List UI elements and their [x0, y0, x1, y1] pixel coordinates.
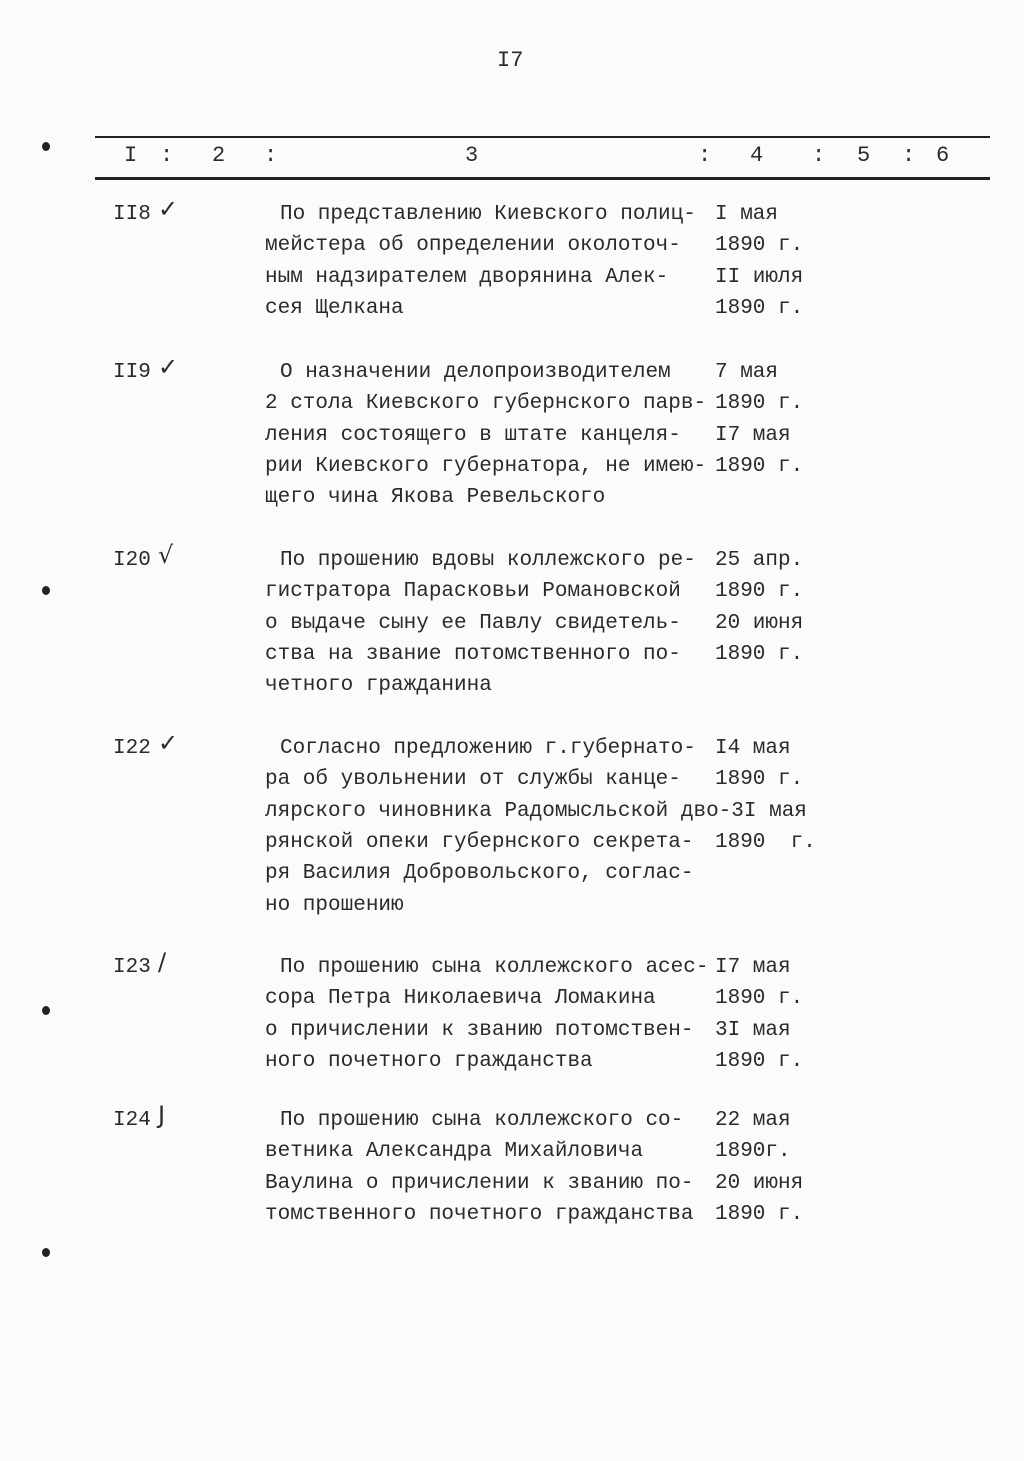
- entry-text-line: ления состоящего в штате канцеля-: [265, 423, 681, 447]
- entry-line: [265, 831, 816, 854]
- entry-date: 1890 г.: [715, 642, 804, 666]
- header-cell: 2: [212, 143, 226, 168]
- entry-date: 1890 г.: [715, 1202, 804, 1226]
- punch-hole-mark: [42, 142, 50, 151]
- entry-date: II июля: [715, 265, 804, 289]
- entry-date: 3I мая: [715, 1018, 791, 1042]
- entry-text-line: О назначении делопроизводителем: [280, 361, 671, 384]
- entry-line: [265, 424, 791, 447]
- entry-number: I24: [113, 1109, 151, 1132]
- entry-date: 1890г.: [715, 1140, 791, 1164]
- entry-text-line: мейстера об определении околоточ-: [265, 234, 681, 258]
- entry-text-line: По прошению вдовы коллежского ре-: [280, 549, 696, 572]
- entry-text-line: ря Василия Добровольского, соглас-: [265, 862, 694, 886]
- entry-text-line: ного почетного гражданства: [265, 1049, 593, 1073]
- entry-date: I7 мая: [715, 956, 791, 979]
- entry-text-line: Ваулина о причислении к званию по-: [265, 1171, 694, 1195]
- entry-text-line: рянской опеки губернского секрета-: [265, 830, 694, 854]
- header-cell: :: [812, 143, 826, 168]
- entry-date: 3I мая: [731, 799, 807, 823]
- header-top-rule: [95, 136, 990, 138]
- entry-line: [265, 392, 803, 415]
- entry-line: [265, 266, 803, 289]
- check-mark-icon: J: [158, 1101, 166, 1129]
- header-cell: :: [160, 143, 174, 168]
- punch-hole-mark: [42, 1006, 50, 1015]
- header-cell: :: [698, 143, 712, 168]
- entry-text-line: сея Щелкана: [265, 296, 404, 320]
- header-cell: :: [902, 143, 916, 168]
- entry-text-line: рии Киевского губернатора, не имею-: [265, 454, 707, 478]
- entry-text-line: лярского чиновника Радомысльской дво-: [265, 799, 732, 823]
- punch-hole-mark: [42, 1248, 50, 1257]
- entry-line: [280, 549, 803, 572]
- entry-text-line: 2 стола Киевского губернского парв-: [265, 392, 707, 416]
- check-mark-icon: /: [158, 948, 167, 976]
- entry-line: [280, 1109, 791, 1132]
- entry-text-line: ветника Александра Михайловича: [265, 1140, 644, 1164]
- entry-text-line: щего чина Якова Ревельского: [265, 486, 606, 510]
- entry-date: 1890 г.: [715, 1049, 804, 1073]
- header-cell: 5: [857, 143, 871, 168]
- entry-text-line: По прошению сына коллежского асес-: [280, 956, 709, 979]
- entry-line: [280, 361, 778, 384]
- entry-line: [265, 1050, 803, 1073]
- entry-date: 20 июня: [715, 611, 804, 635]
- entry-text-line: о причислении к званию потомствен-: [265, 1018, 694, 1042]
- entry-line: [265, 612, 803, 635]
- check-mark-icon: ✓: [158, 729, 179, 757]
- entry-date: 1890 г.: [715, 392, 804, 416]
- entry-line: [265, 234, 803, 257]
- entry-line: [280, 737, 791, 760]
- entry-line: [265, 987, 803, 1010]
- entry-date: 1890 г.: [715, 987, 804, 1011]
- entry-line: [265, 674, 715, 697]
- entry-date: 22 мая: [715, 1109, 791, 1132]
- entry-line: [265, 1203, 803, 1226]
- entry-number: I20: [113, 549, 151, 572]
- check-mark-icon: √: [158, 541, 174, 569]
- page-number: I7: [497, 48, 524, 73]
- entry-date: 1890 г.: [715, 296, 804, 320]
- entry-number: I23: [113, 956, 151, 979]
- punch-hole-mark: [42, 586, 50, 595]
- entry-line: [265, 1019, 791, 1042]
- entry-line: [265, 297, 803, 320]
- entry-number: II8: [113, 203, 151, 226]
- entry-date: 1890 г.: [715, 234, 804, 258]
- check-mark-icon: ✓: [158, 195, 179, 223]
- entry-line: [265, 1172, 803, 1195]
- entry-text-line: ра об увольнении от службы канце-: [265, 768, 681, 792]
- entry-date: 25 апр.: [715, 549, 804, 572]
- entry-date: 20 июня: [715, 1171, 804, 1195]
- entry-text-line: сора Петра Николаевича Ломакина: [265, 987, 656, 1011]
- entry-date: 1890 г.: [715, 580, 804, 604]
- entry-date: 1890 г.: [715, 768, 804, 792]
- entry-line: [265, 768, 803, 791]
- entry-text-line: По представлению Киевского полиц-: [280, 203, 696, 226]
- entry-text-line: о выдаче сыну ее Павлу свидетель-: [265, 611, 681, 635]
- entry-line: [265, 580, 803, 603]
- entry-line: [265, 1140, 791, 1163]
- entry-text-line: ным надзирателем дворянина Алек-: [265, 265, 669, 289]
- entry-date: 7 мая: [715, 361, 779, 384]
- header-cell: 4: [750, 143, 764, 168]
- entry-date: I4 мая: [715, 737, 791, 760]
- entry-text-line: Согласно предложению г.губернато-: [280, 737, 696, 760]
- entry-number: I22: [113, 737, 151, 760]
- header-cell: I: [124, 143, 138, 168]
- header-cell: 6: [936, 143, 950, 168]
- entry-text-line: По прошению сына коллежского со-: [280, 1109, 684, 1132]
- entry-text-line: томственного почетного гражданства: [265, 1202, 694, 1226]
- entry-text-line: гистратора Парасковьи Романовской: [265, 580, 681, 604]
- entry-line: [280, 956, 791, 979]
- header-bottom-rule: [95, 177, 990, 180]
- entry-date: 1890 г.: [715, 454, 804, 478]
- entry-line: [265, 800, 807, 823]
- entry-text-line: ства на звание потомственного по-: [265, 642, 681, 666]
- header-cell: 3: [465, 143, 479, 168]
- entry-line: [265, 894, 715, 917]
- entry-line: [265, 455, 803, 478]
- entry-line: [280, 203, 778, 226]
- entry-line: [265, 643, 803, 666]
- entry-line: [265, 486, 715, 509]
- entry-date: I мая: [715, 203, 779, 226]
- entry-line: [265, 862, 715, 885]
- entry-text-line: четного гражданина: [265, 674, 492, 698]
- entry-date: 1890 г.: [715, 830, 816, 854]
- entry-date: I7 мая: [715, 423, 791, 447]
- check-mark-icon: ✓: [158, 353, 179, 381]
- entry-text-line: но прошению: [265, 893, 404, 917]
- entry-number: II9: [113, 361, 151, 384]
- header-cell: :: [264, 143, 278, 168]
